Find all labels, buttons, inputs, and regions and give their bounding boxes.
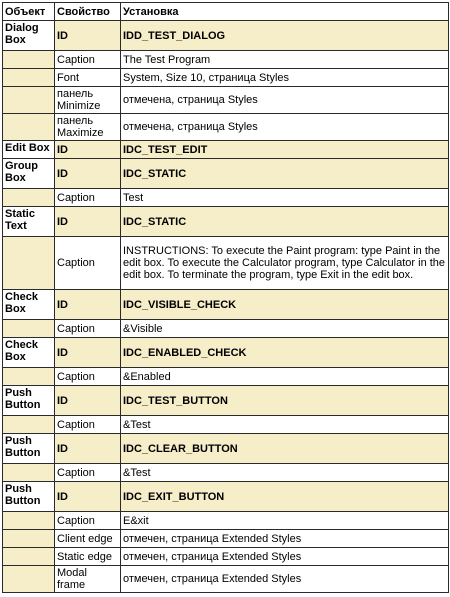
property-cell: ID (55, 482, 121, 512)
value-cell: &Visible (121, 320, 449, 338)
value-cell: IDC_VISIBLE_CHECK (121, 290, 449, 320)
table-row (3, 141, 449, 159)
object-cell (3, 548, 55, 566)
properties-table (2, 2, 449, 593)
table-row (3, 21, 449, 51)
object-cell (3, 51, 55, 69)
value-cell: IDC_CLEAR_BUTTON (121, 434, 449, 464)
table-row (3, 434, 449, 464)
property-cell: панель Maximize (55, 114, 121, 141)
table-row (3, 51, 449, 69)
property-cell: Client edge (55, 530, 121, 548)
table-row (3, 482, 449, 512)
value-cell: IDC_STATIC (121, 207, 449, 237)
table-row (3, 566, 449, 593)
value-cell: отмечена, страница Styles (121, 114, 449, 141)
header-setting: Установка (121, 3, 449, 21)
table-row (3, 69, 449, 87)
object-cell: Static Text (3, 207, 55, 237)
property-cell: ID (55, 434, 121, 464)
value-cell: &Enabled (121, 368, 449, 386)
table-row (3, 207, 449, 237)
table-row (3, 386, 449, 416)
table-row (3, 159, 449, 189)
value-cell: отмечена, страница Styles (121, 87, 449, 114)
value-cell: IDC_TEST_EDIT (121, 141, 449, 159)
value-cell: IDC_STATIC (121, 159, 449, 189)
value-cell: &Test (121, 464, 449, 482)
value-cell: E&xit (121, 512, 449, 530)
table-row (3, 530, 449, 548)
value-cell: IDC_ENABLED_CHECK (121, 338, 449, 368)
property-cell: ID (55, 290, 121, 320)
property-cell: ID (55, 21, 121, 51)
property-cell: Modal frame (55, 566, 121, 593)
property-cell: ID (55, 159, 121, 189)
value-cell: отмечен, страница Extended Styles (121, 566, 449, 593)
object-cell: Push Button (3, 386, 55, 416)
property-cell: Caption (55, 368, 121, 386)
object-cell (3, 530, 55, 548)
object-cell: Push Button (3, 482, 55, 512)
property-cell: Caption (55, 512, 121, 530)
property-cell: Font (55, 69, 121, 87)
table-row (3, 548, 449, 566)
property-cell: Static edge (55, 548, 121, 566)
value-cell: &Test (121, 416, 449, 434)
value-cell: The Test Program (121, 51, 449, 69)
table-row (3, 416, 449, 434)
property-cell: Caption (55, 464, 121, 482)
property-cell: ID (55, 207, 121, 237)
object-cell: Dialog Box (3, 21, 55, 51)
object-cell (3, 464, 55, 482)
table-row (3, 512, 449, 530)
value-cell: IDD_TEST_DIALOG (121, 21, 449, 51)
value-cell: Test (121, 189, 449, 207)
object-cell (3, 69, 55, 87)
object-cell (3, 416, 55, 434)
object-cell (3, 512, 55, 530)
object-cell: Push Button (3, 434, 55, 464)
object-cell: Edit Box (3, 141, 55, 159)
property-cell: ID (55, 386, 121, 416)
object-cell (3, 368, 55, 386)
object-cell (3, 114, 55, 141)
table-row (3, 464, 449, 482)
object-cell: Check Box (3, 290, 55, 320)
table-row (3, 368, 449, 386)
table-row (3, 237, 449, 290)
property-cell: ID (55, 338, 121, 368)
table-row (3, 87, 449, 114)
table-row (3, 338, 449, 368)
object-cell (3, 189, 55, 207)
property-cell: Caption (55, 51, 121, 69)
object-cell (3, 87, 55, 114)
value-cell: INSTRUCTIONS: To execute the Paint program: type Paint in the edit box. To execute the Calculator program, type Calculator in the edit box. To terminate the program, type Exit in the edit box. (121, 237, 449, 290)
object-cell (3, 320, 55, 338)
header-row (3, 3, 449, 21)
property-cell: Caption (55, 416, 121, 434)
property-cell: Caption (55, 237, 121, 290)
object-cell: Group Box (3, 159, 55, 189)
object-cell (3, 566, 55, 593)
table-row (3, 114, 449, 141)
header-object: Объект (3, 3, 55, 21)
property-cell: ID (55, 141, 121, 159)
table-row (3, 290, 449, 320)
value-cell: отмечен, страница Extended Styles (121, 548, 449, 566)
table-row (3, 189, 449, 207)
object-cell (3, 237, 55, 290)
value-cell: отмечен, страница Extended Styles (121, 530, 449, 548)
value-cell: System, Size 10, страница Styles (121, 69, 449, 87)
header-property: Свойство (55, 3, 121, 21)
property-cell: Caption (55, 320, 121, 338)
property-cell: панель Minimize (55, 87, 121, 114)
property-cell: Caption (55, 189, 121, 207)
value-cell: IDC_TEST_BUTTON (121, 386, 449, 416)
object-cell: Check Box (3, 338, 55, 368)
table-row (3, 320, 449, 338)
value-cell: IDC_EXIT_BUTTON (121, 482, 449, 512)
